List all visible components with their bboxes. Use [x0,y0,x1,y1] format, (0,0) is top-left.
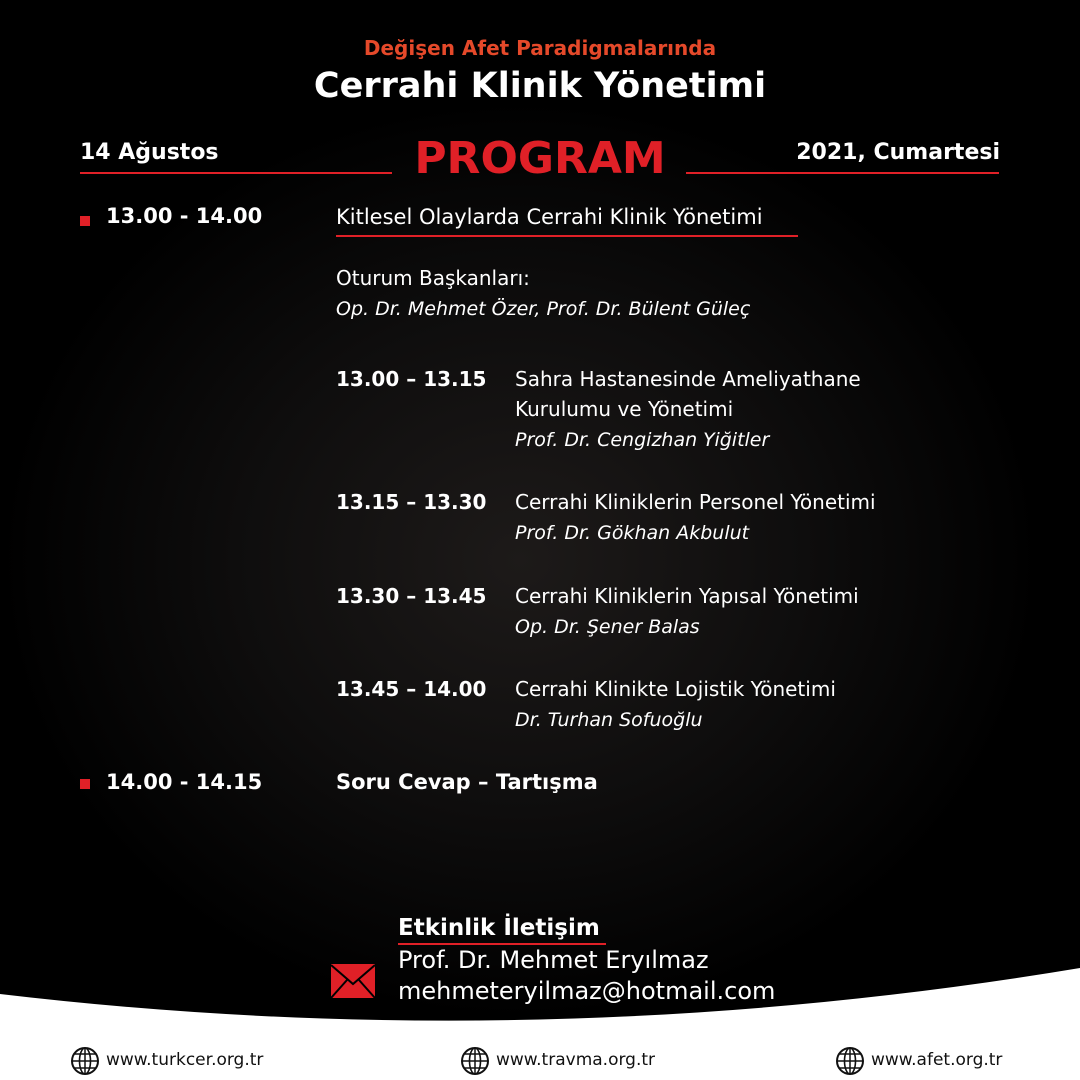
block2-time: 14.00 - 14.15 [106,770,263,794]
session-3-title: Cerrahi Kliniklerin Yapısal Yönetimi [515,584,859,608]
session-4-time: 13.45 – 14.00 [336,677,487,701]
event-date-day: 14 Ağustos [80,140,219,165]
contact-title: Etkinlik İletişim [398,915,600,941]
globe-icon [70,1046,100,1076]
banner-rule-left [80,172,392,174]
session-3-speaker: Op. Dr. Şener Balas [515,616,700,638]
contact-name: Prof. Dr. Mehmet Eryılmaz [398,946,709,974]
banner-rule-right [686,172,999,174]
block1-title: Kitlesel Olaylarda Cerrahi Klinik Yönetimi [336,205,763,229]
globe-icon [460,1046,490,1076]
session-1-title-line2: Kurulumu ve Yönetimi [515,397,734,421]
session-1-speaker: Prof. Dr. Cengizhan Yiğitler [515,429,770,451]
block1-title-underline [336,235,798,237]
event-title: Cerrahi Klinik Yönetimi [313,66,767,106]
chairs-label: Oturum Başkanları: [336,266,530,290]
session-3-time: 13.30 – 13.45 [336,584,487,608]
contact-email[interactable]: mehmeteryilmaz@hotmail.com [398,977,776,1005]
bullet-square-2 [80,779,90,789]
globe-icon [835,1046,865,1076]
session-1-time: 13.00 – 13.15 [336,367,487,391]
program-heading: PROGRAM [414,133,666,184]
footer-link-turkcer[interactable]: www.turkcer.org.tr [106,1050,264,1070]
session-2-speaker: Prof. Dr. Gökhan Akbulut [515,522,750,544]
event-date-year: 2021, Cumartesi [796,140,1000,165]
footer-link-travma[interactable]: www.travma.org.tr [496,1050,656,1070]
chairs-names: Op. Dr. Mehmet Özer, Prof. Dr. Bülent Güleç [336,298,751,320]
session-1-title-line1: Sahra Hastanesinde Ameliyathane [515,367,861,391]
footer-link-afet[interactable]: www.afet.org.tr [871,1050,1003,1070]
envelope-icon [330,962,376,1000]
session-2-title: Cerrahi Kliniklerin Personel Yönetimi [515,490,876,514]
session-2-time: 13.15 – 13.30 [336,490,487,514]
block1-time: 13.00 - 14.00 [106,204,263,228]
bullet-square-1 [80,216,90,226]
event-subtitle: Değişen Afet Paradigmalarında [363,36,717,60]
block2-title: Soru Cevap – Tartışma [336,770,598,794]
session-4-title: Cerrahi Klinikte Lojistik Yönetimi [515,677,836,701]
session-4-speaker: Dr. Turhan Sofuoğlu [515,709,703,731]
contact-title-underline [398,943,606,945]
